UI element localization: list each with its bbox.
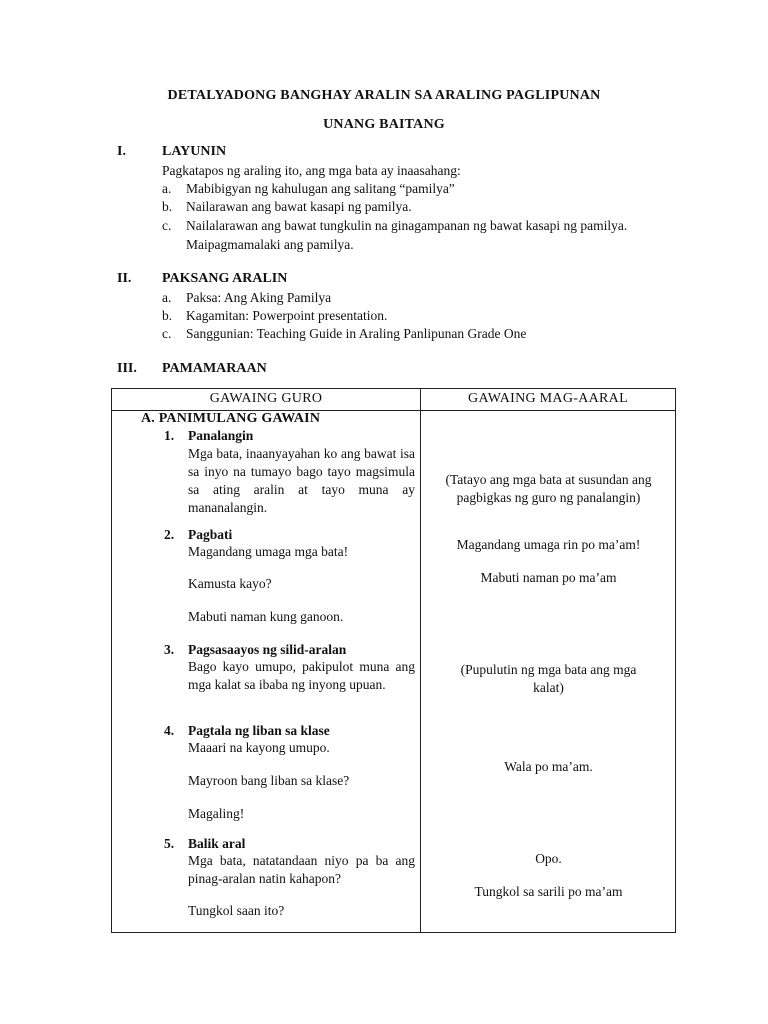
section-number: I. [117, 144, 126, 159]
teacher-text: Mabuti naman kung ganoon. [188, 609, 344, 624]
step-title: Pagbati [188, 527, 233, 542]
student-text: Tungkol sa sarili po ma’am [474, 884, 623, 899]
list-marker: c. [162, 218, 172, 233]
list-item [162, 216, 662, 252]
teacher-text: Bago kayo umupo, pakipulot muna ang mga kalat sa ibaba ng inyong upuan. [188, 659, 415, 692]
teacher-text: Mga bata, inaanyayahan ko ang bawat isa sa inyo na tumayo bago tayo magsimula sa ating aralin at tayo muna ay mananalangin. [188, 446, 415, 515]
teacher-text: Mga bata, natatandaan niyo pa ba ang pinag-aralan natin kahapon? [188, 853, 415, 886]
phase-heading: A. PANIMULANG GAWAIN [141, 411, 321, 426]
teacher-text: Magandang umaga mga bata! [188, 544, 349, 559]
teacher-text: Tungkol saan ito? [188, 903, 285, 918]
section-title: PAMAMARAAN [162, 361, 267, 376]
teacher-text: Maaari na kayong umupo. [188, 740, 330, 755]
step-number: 5. [164, 836, 175, 851]
step-heading [164, 641, 346, 659]
list-marker: b. [162, 199, 173, 214]
step-number: 4. [164, 723, 175, 738]
step-heading [164, 835, 245, 853]
list-item [162, 198, 662, 216]
teacher-text: Kamusta kayo? [188, 576, 272, 591]
teacher-text: Magaling! [188, 806, 245, 821]
list-text: Nailalarawan ang bawat tungkulin na ginagampanan ng bawat kasapi ng pamilya. Maipagmamalaki ang pamilya. [186, 218, 628, 252]
step-heading [164, 722, 330, 740]
document-subtitle: UNANG BAITANG [323, 117, 445, 132]
list-item [162, 325, 662, 343]
step-number: 2. [164, 527, 175, 542]
step-heading [164, 526, 232, 544]
document-title: DETALYADONG BANGHAY ARALIN SA ARALING PAGLIPUNAN [167, 88, 601, 103]
column-divider [420, 389, 421, 932]
list-text: Nailarawan ang bawat kasapi ng pamilya. [186, 199, 412, 214]
column-header-teacher: GAWAING GURO [209, 391, 323, 406]
section-number: III. [117, 361, 137, 376]
step-title: Panalangin [188, 428, 254, 443]
step-number: 1. [164, 428, 175, 443]
student-text: Magandang umaga rin po ma’am! [456, 537, 641, 552]
section-intro: Pagkatapos ng araling ito, ang mga bata ay inaasahang: [162, 163, 461, 178]
student-text: Wala po ma’am. [504, 759, 593, 774]
list-item [162, 180, 662, 198]
student-text: Opo. [535, 851, 562, 866]
step-heading [164, 427, 253, 445]
student-text: (Pupulutin ng mga bata ang mga kalat) [460, 662, 637, 695]
step-title: Pagtala ng liban sa klase [188, 723, 330, 738]
list-item [162, 289, 662, 307]
list-item [162, 307, 662, 325]
column-header-student: GAWAING MAG-AARAL [468, 391, 628, 406]
student-text: Mabuti naman po ma’am [480, 570, 617, 585]
teacher-text: Mayroon bang liban sa klase? [188, 773, 350, 788]
step-number: 3. [164, 642, 175, 657]
list-marker: b. [162, 308, 173, 323]
list-marker: a. [162, 290, 172, 305]
section-number: II. [117, 271, 132, 286]
step-title: Balik aral [188, 836, 246, 851]
student-text: (Tatayo ang mga bata at susundan ang pagbigkas ng guro ng panalangin) [445, 472, 652, 505]
list-text: Paksa: Ang Aking Pamilya [186, 290, 332, 305]
list-text: Sanggunian: Teaching Guide in Araling Panlipunan Grade One [186, 326, 527, 341]
section-title: PAKSANG ARALIN [162, 271, 288, 286]
procedure-table [111, 388, 676, 933]
list-marker: c. [162, 326, 172, 341]
step-title: Pagsasaayos ng silid-aralan [188, 642, 347, 657]
list-text: Kagamitan: Powerpoint presentation. [186, 308, 388, 323]
section-title: LAYUNIN [162, 144, 227, 159]
list-text: Mabibigyan ng kahulugan ang salitang “pamilya” [186, 181, 455, 196]
list-marker: a. [162, 181, 172, 196]
